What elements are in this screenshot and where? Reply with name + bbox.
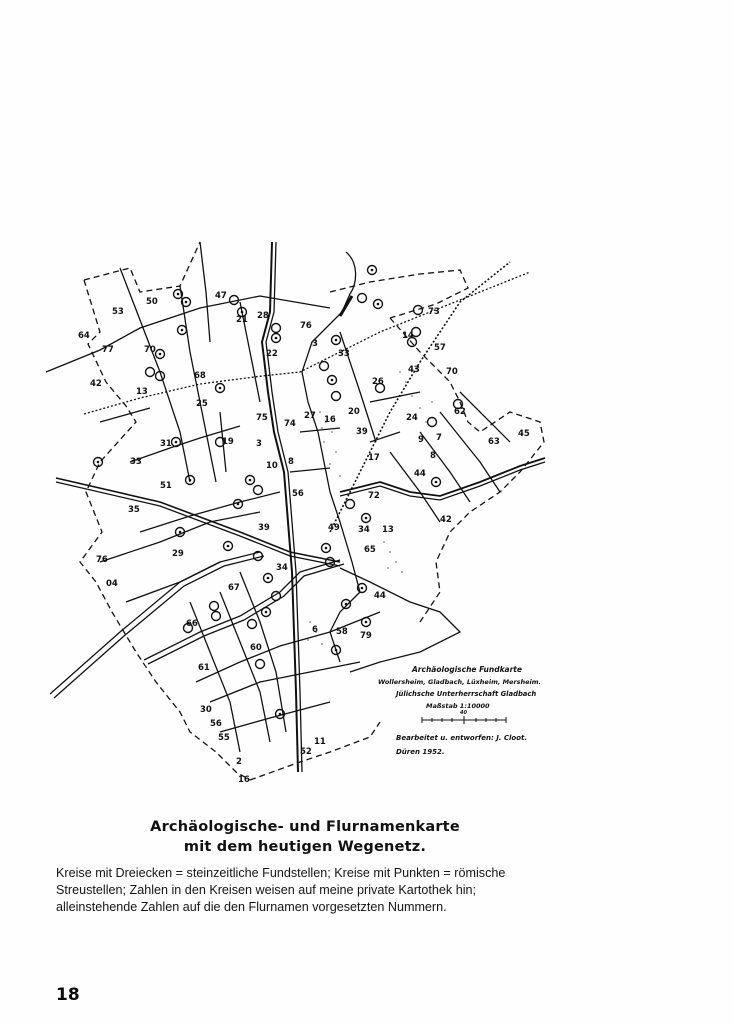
figure-description [56,865,556,916]
legend-author: Bearbeitet u. entworfen: J. Cloot. [396,734,528,742]
svg-text:60: 60 [250,643,262,653]
scale-bar-mid-label: 40 [460,710,467,716]
map-drawing [40,232,560,792]
svg-text:56: 56 [210,719,222,729]
svg-text:79: 79 [360,631,372,641]
svg-text:33: 33 [338,349,350,359]
svg-text:39: 39 [356,427,368,437]
svg-text:31: 31 [160,439,172,449]
svg-text:66: 66 [186,619,198,629]
svg-text:49: 49 [328,523,340,533]
svg-text:8: 8 [288,457,294,467]
svg-text:35: 35 [128,505,140,515]
svg-text:67: 67 [228,583,240,593]
svg-text:16: 16 [238,775,250,785]
svg-text:9: 9 [418,435,424,445]
svg-text:30: 30 [200,705,212,715]
legend-places: Wollersheim, Gladbach, Lüxheim, Mersheim. [378,678,542,686]
svg-text:44: 44 [414,469,426,479]
svg-text:10: 10 [266,461,278,471]
svg-text:42: 42 [90,379,102,389]
svg-text:13: 13 [136,387,148,397]
svg-text:68: 68 [194,371,206,381]
svg-text:47: 47 [215,291,227,301]
svg-text:77: 77 [102,345,114,355]
svg-text:25: 25 [196,399,208,409]
svg-text:55: 55 [218,733,230,743]
legend-scale-label: Maßstab 1:10000 [426,702,490,710]
svg-text:39: 39 [258,523,270,533]
description-line-3: alleinstehende Zahlen auf die den Flurnamen vorgesetzten Nummern. [56,900,447,914]
svg-text:51: 51 [160,481,172,491]
svg-text:11: 11 [314,737,326,747]
map-legend [378,665,541,756]
figure-caption [100,817,510,857]
svg-text:29: 29 [172,549,184,559]
svg-text:63: 63 [488,437,500,447]
scale-bar [422,716,506,724]
legend-place-date: Düren 1952. [396,748,445,756]
svg-text:70: 70 [144,345,156,355]
svg-text:62: 62 [454,407,466,417]
svg-text:3: 3 [312,339,318,349]
svg-text:75: 75 [256,413,268,423]
svg-text:04: 04 [106,579,118,589]
svg-text:44: 44 [374,591,386,601]
page-number: 18 [56,985,80,1005]
legend-title: Archäologische Fundkarte [412,665,522,674]
svg-text:73: 73 [428,307,440,317]
svg-text:64: 64 [78,331,90,341]
svg-text:16: 16 [324,415,336,425]
svg-text:43: 43 [408,365,420,375]
svg-text:19: 19 [222,437,234,447]
description-line-1: Kreise mit Dreiecken = steinzeitliche Fundstellen; Kreise mit Punkten = römische [56,866,506,880]
svg-text:33: 33 [130,457,142,467]
svg-text:34: 34 [358,525,370,535]
svg-text:20: 20 [348,407,360,417]
svg-text:42: 42 [440,515,452,525]
svg-text:17: 17 [368,453,380,463]
svg-text:22: 22 [266,349,278,359]
svg-text:21: 21 [236,315,248,325]
svg-text:65: 65 [364,545,376,555]
svg-text:13: 13 [382,525,394,535]
svg-text:50: 50 [146,297,158,307]
svg-text:58: 58 [336,627,348,637]
svg-text:53: 53 [112,307,124,317]
svg-text:70: 70 [446,367,458,377]
svg-text:8: 8 [430,451,436,461]
svg-text:76: 76 [300,321,312,331]
svg-text:76: 76 [96,555,108,565]
archaeological-map [40,232,560,792]
caption-line-1: Archäologische- und Flurnamenkarte [150,819,460,835]
svg-text:57: 57 [434,343,446,353]
caption-line-2: mit dem heutigen Wegenetz. [183,839,427,855]
svg-text:2: 2 [236,757,242,767]
svg-text:28: 28 [257,311,269,321]
svg-text:24: 24 [406,413,418,423]
legend-territory: Jülichsche Unterherrschaft Gladbach [396,690,537,698]
svg-text:74: 74 [284,419,296,429]
svg-text:6: 6 [312,625,318,635]
description-line-2: Streustellen; Zahlen in den Kreisen weisen auf meine private Kartothek hin; [56,883,477,897]
svg-text:56: 56 [292,489,304,499]
svg-text:27: 27 [304,411,316,421]
svg-text:45: 45 [518,429,530,439]
svg-text:52: 52 [300,747,312,757]
svg-text:14: 14 [402,331,414,341]
svg-text:34: 34 [276,563,288,573]
svg-text:7: 7 [436,433,442,443]
svg-text:61: 61 [198,663,210,673]
svg-text:3: 3 [256,439,262,449]
svg-text:72: 72 [368,491,380,501]
svg-text:26: 26 [372,377,384,387]
